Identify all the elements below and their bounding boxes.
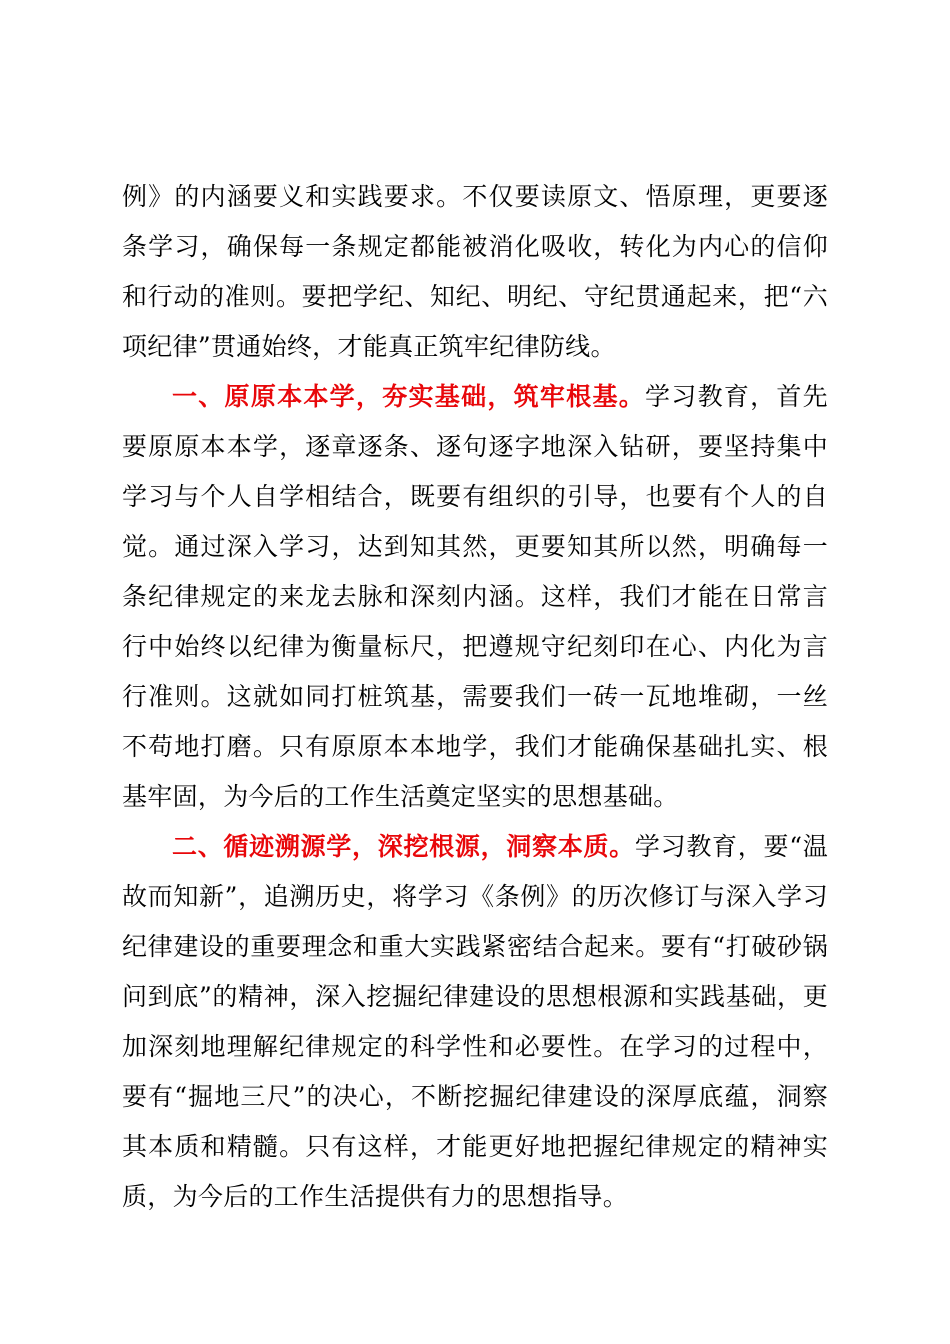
paragraph-text: 例》的内涵要义和实践要求。不仅要读原文、悟原理，更要逐条学习，确保每一条规定都能被消化吸收，转化为内心的信仰和行动的准则。要把学纪、知纪、明纪、守纪贯通起来，把“六项纪律”贯通始终，才能真正筑牢纪律防线。 (122, 182, 828, 361)
paragraph-section-two (122, 822, 828, 1222)
section-heading: 二、循迹溯源学，深挖根源，洞察本质。 (172, 832, 635, 861)
section-heading: 一、原原本本学，夯实基础，筑牢根基。 (172, 382, 646, 411)
paragraph-continuation (122, 172, 828, 372)
paragraph-text: 学习教育，首先要原原本本学，逐章逐条、逐句逐字地深入钻研，要坚持集中学习与个人自学相结合，既要有组织的引导，也要有个人的自觉。通过深入学习，达到知其然，更要知其所以然，明确每一条纪律规定的来龙去脉和深刻内涵。这样，我们才能在日常言行中始终以纪律为衡量标尺，把遵规守纪刻印在心、内化为言行准则。这就如同打桩筑基，需要我们一砖一瓦地堆砌，一丝不苟地打磨。只有原原本本地学，我们才能确保基础扎实、根基牢固，为今后的工作生活奠定坚实的思想基础。 (122, 382, 828, 811)
paragraph-text: 学习教育，要“温故而知新”，追溯历史，将学习《条例》的历次修订与深入学习纪律建设的重要理念和重大实践紧密结合起来。要有“打破砂锅问到底”的精神，深入挖掘纪律建设的思想根源和实践基础，更加深刻地理解纪律规定的科学性和必要性。在学习的过程中，要有“掘地三尺”的决心，不断挖掘纪律建设的深厚底蕴，洞察其本质和精髓。只有这样，才能更好地把握纪律规定的精神实质，为今后的工作生活提供有力的思想指导。 (122, 832, 829, 1211)
paragraph-section-one (122, 372, 828, 822)
document-body (122, 172, 828, 1222)
